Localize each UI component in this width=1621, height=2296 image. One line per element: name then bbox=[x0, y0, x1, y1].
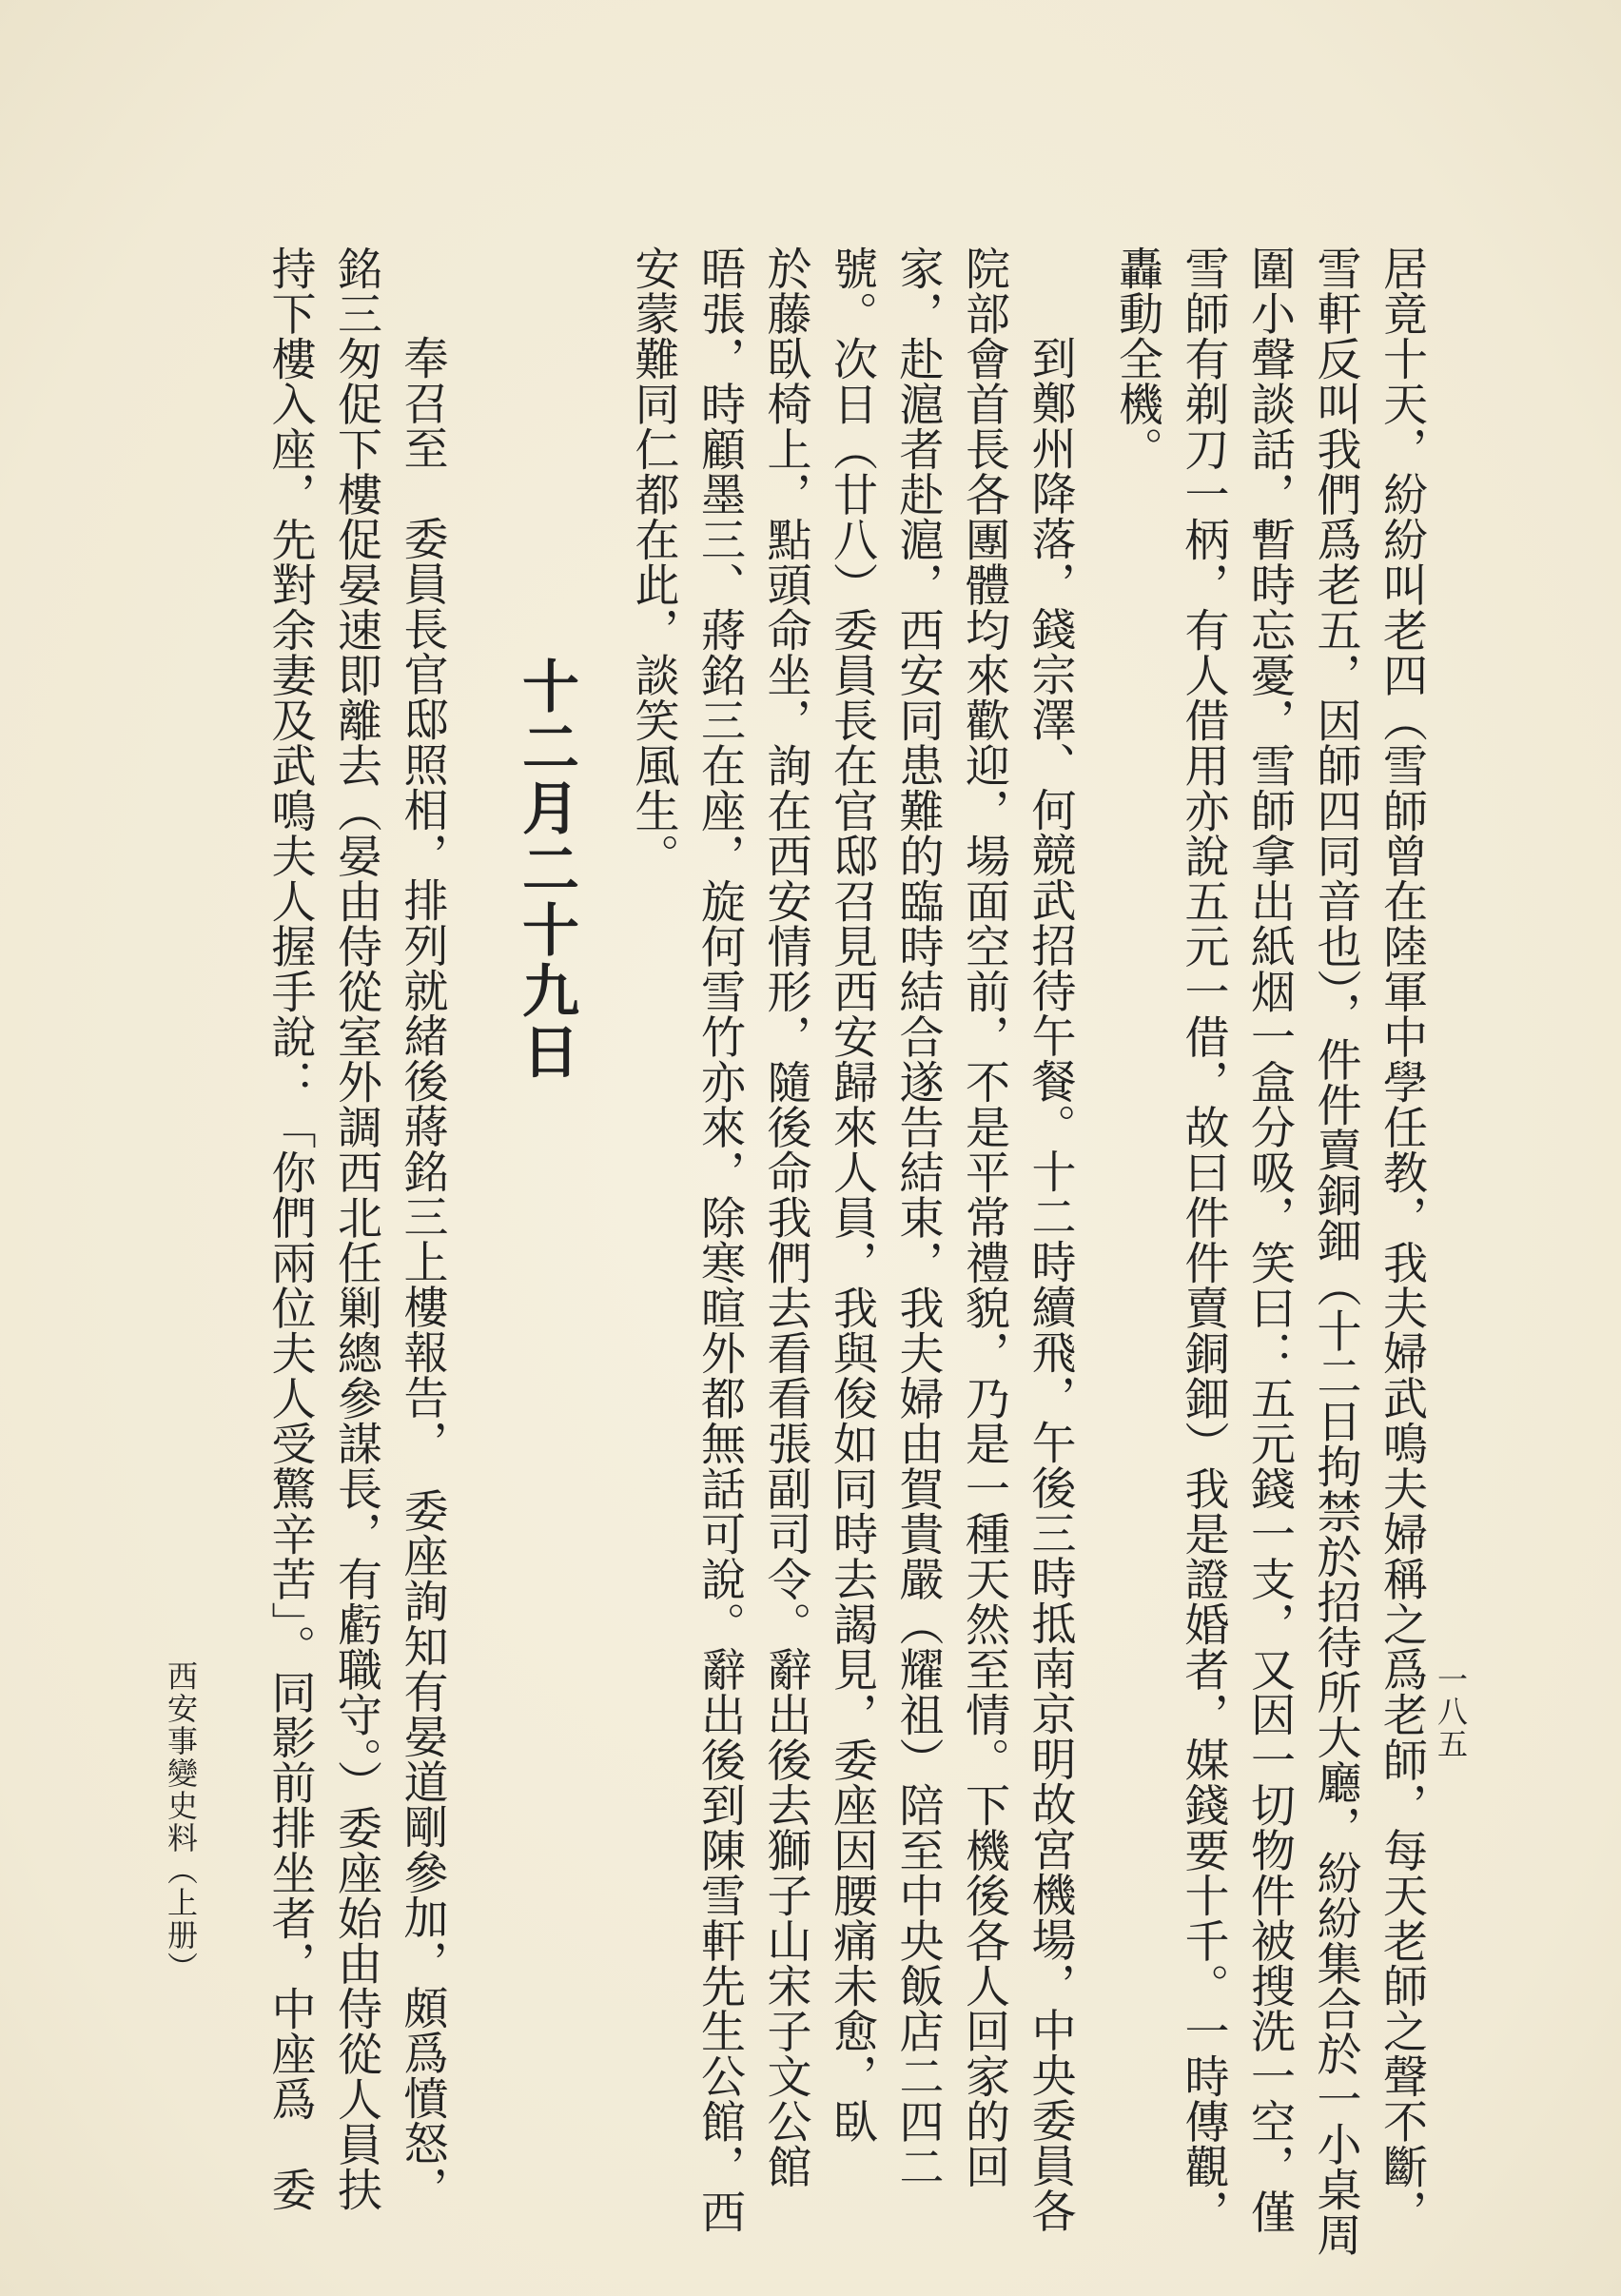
text-column: 於藤臥椅上，點頭命坐，詢在西安情形，隨後命我們去看看張副司令。辭出後去獅子山宋子文公館 bbox=[759, 245, 812, 2189]
text-column: 晤張，時顧墨三、蔣銘三在座，旋何雪竹亦來，除寒暄外都無話可說。辭出後到陳雪軒先生公館，西 bbox=[693, 245, 746, 2234]
vertical-text-body bbox=[198, 245, 1435, 2257]
text-column: 圍小聲談話，暫時忘憂，雪師拿出紙烟一盒分吸，笑曰：五元錢一支，又因一切物件被搜洗一空，僅 bbox=[1243, 245, 1296, 2234]
text-column: 雪軒反叫我們爲老五，因師四同音也），件件賣銅鈿（十二日拘禁於招待所大廳，紛紛集合於一小桌周 bbox=[1309, 245, 1362, 2257]
date-heading: 十二月二十九日 bbox=[513, 657, 579, 1083]
text-column: 安蒙難同仁都在此，談笑風生。 bbox=[627, 245, 680, 878]
text-column: 院部會首長各團體均來歡迎，場面空前，不是平常禮貌，乃是一種天然至情。下機後各人回家的回 bbox=[958, 245, 1010, 2189]
text-column: 家，赴滬者赴滬，西安同患難的臨時結合遂告結束，我夫婦由賀貴嚴（耀祖）陪至中央飯店二四二 bbox=[891, 245, 945, 2189]
paragraph-start-column: 到鄭州降落，錢宗澤、何競武招待午餐。十二時續飛，午後三時抵南京明故宮機場，中央委員各 bbox=[1024, 335, 1077, 2233]
text-column: 銘三匆促下樓促晏速即離去（晏由侍從室外調西北任剿總參謀長，有虧職守。）委座始由侍從人員扶 bbox=[330, 245, 382, 2212]
running-footer-title: 西安事變史料（上册） bbox=[163, 1660, 199, 1984]
text-column: 轟動全機。 bbox=[1111, 245, 1163, 472]
text-column: 雪師有剃刀一柄，有人借用亦說五元一借，故曰件件賣銅鈿）我是證婚者，媒錢要十千。一時傳觀， bbox=[1177, 245, 1230, 2234]
text-column: 居竟十天，紛紛叫老四（雪師曾在陸軍中學任教，我夫婦武鳴夫婦稱之爲老師，每天老師之聲不斷， bbox=[1376, 245, 1428, 2234]
page-number: 一八五 bbox=[1433, 1663, 1469, 1760]
text-column: 持下樓入座，先對余妻及武鳴夫人握手說：「你們兩位夫人受驚辛苦」。同影前排坐者，中座爲 委 bbox=[264, 245, 317, 2212]
text-column: 號。次日（廿八）委員長在官邸召見西安歸來人員，我與俊如同時去謁見，委座因腰痛未愈，臥 bbox=[826, 245, 878, 2144]
paragraph-start-column: 奉召至 委員長官邸照相，排列就緒後蔣銘三上樓報告， 委座詢知有晏道剛參加，頗爲憤怒， bbox=[396, 335, 449, 2211]
